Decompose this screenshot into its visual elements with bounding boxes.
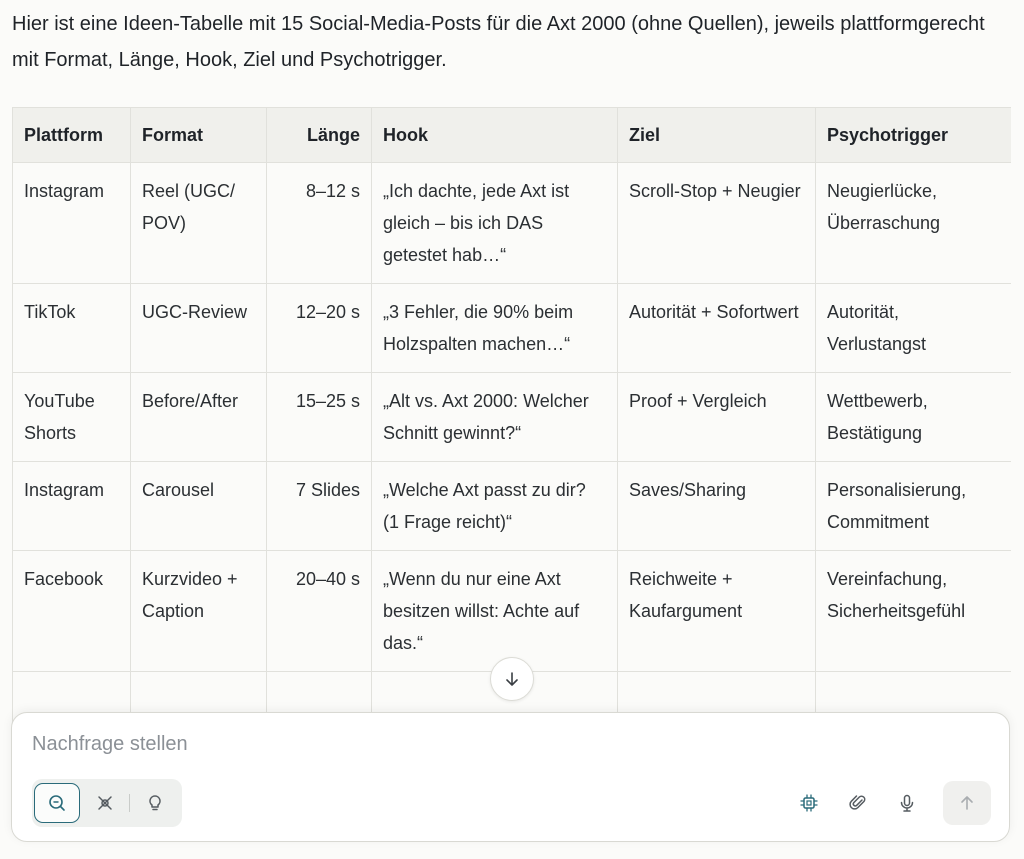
cell-laenge: 12–20 s xyxy=(267,284,372,373)
search-icon xyxy=(47,793,67,813)
cell-ziel: Saves/Sharing xyxy=(618,462,816,551)
mode-selector xyxy=(32,779,182,827)
arrow-up-icon xyxy=(958,794,976,812)
microphone-icon xyxy=(897,793,917,813)
header-plattform: Plattform xyxy=(13,108,131,163)
cell-hook: „Welche Axt passt zu dir? (1 Frage reicht)“ xyxy=(372,462,618,551)
cell-plattform: YouTube Shorts xyxy=(13,373,131,462)
model-button[interactable] xyxy=(787,781,831,825)
cell-ziel: Reichweite + Kaufargument xyxy=(618,551,816,672)
voice-button[interactable] xyxy=(885,781,929,825)
cell-hook: „Alt vs. Axt 2000: Welcher Schnitt gewinnt?“ xyxy=(372,373,618,462)
table-row xyxy=(13,163,1012,284)
table-row xyxy=(13,373,1012,462)
intro-text: Hier ist eine Ideen-Tabelle mit 15 Social-Media-Posts für die Axt 2000 (ohne Quellen), jeweils plattformgerecht mit Format, Länge, Hook, Ziel und Psychotrigger. xyxy=(12,13,985,71)
table-row xyxy=(13,284,1012,373)
cell-ziel: Scroll-Stop + Neugier xyxy=(618,163,816,284)
header-hook: Hook xyxy=(372,108,618,163)
cell-laenge: 15–25 s xyxy=(267,373,372,462)
research-mode-button[interactable] xyxy=(82,783,128,823)
cell-plattform: TikTok xyxy=(13,284,131,373)
cell-plattform: Instagram xyxy=(13,462,131,551)
cell-format: Reel (UGC/ POV) xyxy=(131,163,267,284)
scroll-down-button[interactable] xyxy=(490,657,534,701)
cell-format: UGC-Review xyxy=(131,284,267,373)
table-header-row xyxy=(13,108,1012,163)
search-mode-button[interactable] xyxy=(34,783,80,823)
send-button[interactable] xyxy=(943,781,991,825)
cell-laenge: 20–40 s xyxy=(267,551,372,672)
table-row xyxy=(13,551,1012,672)
cell-psychotrigger: Neugierlücke, Überraschung xyxy=(816,163,1012,284)
cell-format: Carousel xyxy=(131,462,267,551)
cell-laenge: 8–12 s xyxy=(267,163,372,284)
cell-format: Kurzvideo + Caption xyxy=(131,551,267,672)
header-psychotrigger: Psychotrigger xyxy=(816,108,1012,163)
cell-hook: „Wenn du nur eine Axt besitzen willst: Achte auf das.“ xyxy=(372,551,618,672)
cell-format: Before/After xyxy=(131,373,267,462)
cell-psychotrigger: Autorität, Verlustangst xyxy=(816,284,1012,373)
cell-laenge: 7 Slides xyxy=(267,462,372,551)
followup-input[interactable]: Nachfrage stellen xyxy=(32,733,188,755)
arrow-down-icon xyxy=(503,670,521,688)
cell-plattform: Facebook xyxy=(13,551,131,672)
cell-hook: „Ich dachte, jede Axt ist gleich – bis ich DAS getestet hab…“ xyxy=(372,163,618,284)
lightbulb-icon xyxy=(145,793,165,813)
cpu-chip-icon xyxy=(799,793,819,813)
composer xyxy=(11,712,1010,842)
cell-plattform: Instagram xyxy=(13,163,131,284)
paperclip-icon xyxy=(848,793,868,813)
cell-ziel: Proof + Vergleich xyxy=(618,373,816,462)
attach-button[interactable] xyxy=(836,781,880,825)
sparkle-icon xyxy=(95,793,115,813)
cell-psychotrigger: Vereinfachung, Sicherheitsgefühl xyxy=(816,551,1012,672)
header-ziel: Ziel xyxy=(618,108,816,163)
cell-psychotrigger: Wettbewerb, Bestätigung xyxy=(816,373,1012,462)
cell-ziel: Autorität + Sofortwert xyxy=(618,284,816,373)
mode-separator xyxy=(129,794,130,812)
table-row xyxy=(13,462,1012,551)
cell-hook: „3 Fehler, die 90% beim Holzspalten machen…“ xyxy=(372,284,618,373)
cell-psychotrigger: Personalisierung, Commitment xyxy=(816,462,1012,551)
ideas-table-container xyxy=(12,107,1011,727)
labs-mode-button[interactable] xyxy=(132,783,178,823)
ideas-table xyxy=(12,107,1011,727)
header-format: Format xyxy=(131,108,267,163)
header-laenge: Länge xyxy=(267,108,372,163)
